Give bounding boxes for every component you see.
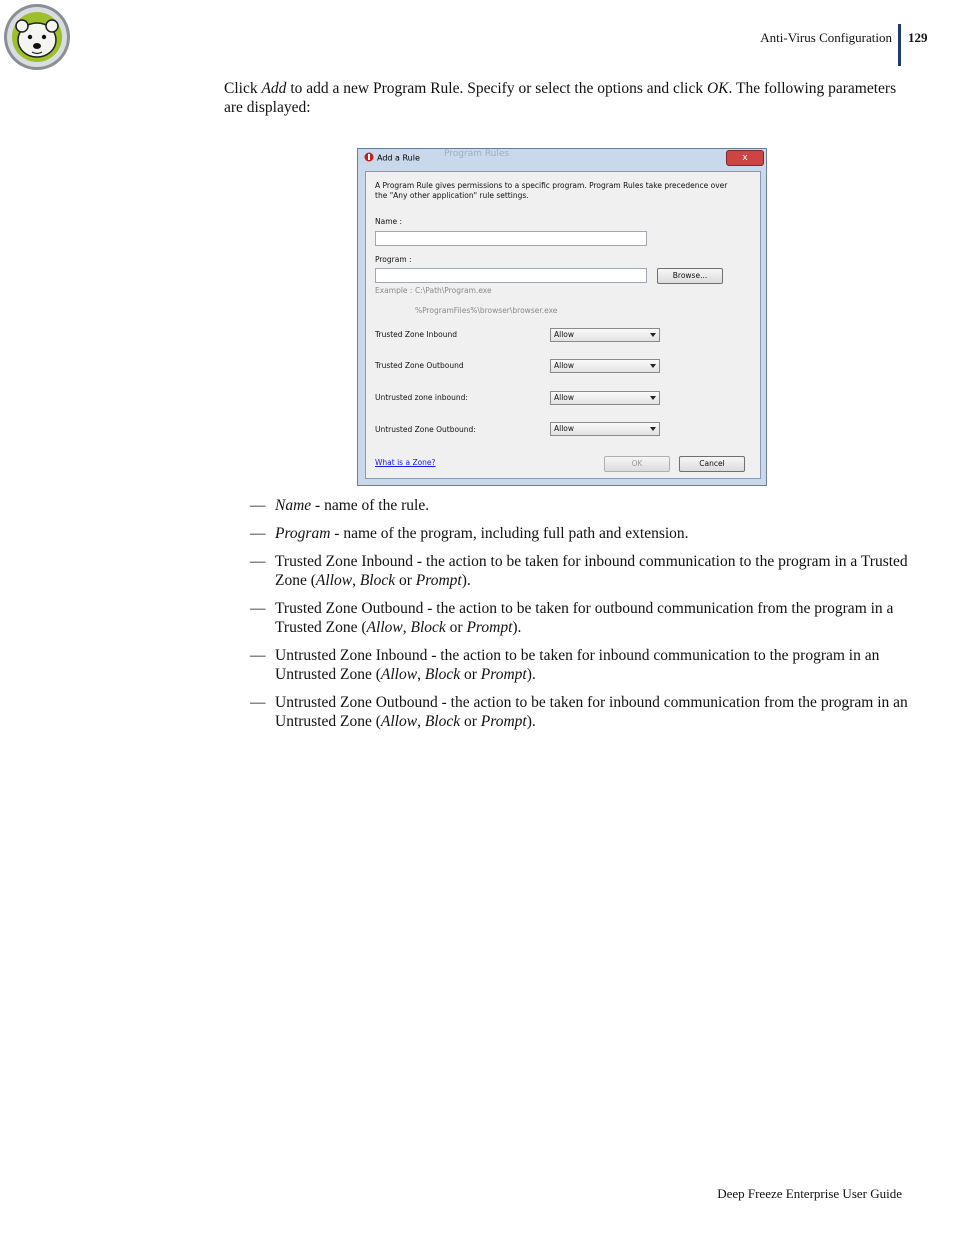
intro-paragraph: Click Add to add a new Program Rule. Specify or select the options and click OK. The following parameters are displayed: — [224, 80, 897, 116]
what-is-zone-link[interactable]: What is a Zone? — [375, 458, 436, 467]
dialog-title: Add a Rule — [377, 153, 420, 163]
polar-bear-logo — [2, 2, 72, 72]
chevron-down-icon — [650, 396, 656, 400]
rule-label-untrusted-outbound: Untrusted Zone Outbound: — [375, 425, 476, 434]
program-field[interactable] — [375, 268, 647, 283]
untrusted-inbound-select[interactable] — [550, 391, 660, 405]
untrusted-outbound-select[interactable] — [550, 422, 660, 436]
list-item: — Untrusted Zone Inbound - the action to be taken for inbound communication to the program in an Untrusted Zone (Allow, Block or Prompt). — [250, 647, 880, 683]
close-button[interactable]: x — [726, 150, 764, 166]
rule-label-untrusted-inbound: Untrusted zone inbound: — [375, 393, 468, 402]
list-item: — Trusted Zone Outbound - the action to be taken for outbound communication from the program in a Trusted Zone (Allow, Block or Prompt). — [250, 600, 894, 636]
list-item: — Trusted Zone Inbound - the action to be taken for inbound communication to the program in a Trusted Zone (Allow, Block or Prompt). — [250, 553, 908, 589]
select-value: Allow — [554, 330, 575, 339]
example-path-2: %ProgramFiles%\browser\browser.exe — [415, 306, 558, 315]
page-number: 129 — [908, 30, 928, 45]
select-value: Allow — [554, 393, 575, 402]
cancel-button[interactable]: Cancel — [679, 456, 745, 472]
dialog-description: A Program Rule gives permissions to a specific program. Program Rules take precedence over the "Any other application" rule settings. — [375, 181, 728, 200]
trusted-inbound-select[interactable] — [550, 328, 660, 342]
browse-button[interactable]: Browse... — [657, 268, 723, 284]
background-window-title: Program Rules — [444, 149, 510, 159]
program-label: Program : — [375, 255, 412, 264]
footer-text: Deep Freeze Enterprise User Guide — [717, 1186, 902, 1201]
list-item: — Program - name of the program, including full path and extension. — [250, 525, 689, 542]
example-path-1: C:\Path\Program.exe — [415, 286, 492, 295]
chevron-down-icon — [650, 364, 656, 368]
name-field[interactable] — [375, 231, 647, 246]
rule-label-trusted-outbound: Trusted Zone Outbound — [375, 361, 464, 370]
list-item: — Name - name of the rule. — [250, 497, 430, 514]
dialog-body — [365, 171, 761, 479]
header-divider — [898, 24, 901, 66]
select-value: Allow — [554, 424, 575, 433]
chevron-down-icon — [650, 333, 656, 337]
dialog-title-bar — [364, 152, 420, 168]
example-label: Example : — [375, 286, 413, 295]
trusted-outbound-select[interactable] — [550, 359, 660, 373]
select-value: Allow — [554, 361, 575, 370]
chevron-down-icon — [650, 427, 656, 431]
add-rule-dialog — [357, 148, 767, 486]
rule-label-trusted-inbound: Trusted Zone Inbound — [375, 330, 457, 339]
name-label: Name : — [375, 217, 403, 226]
section-title: Anti-Virus Configuration — [760, 30, 892, 45]
ok-button[interactable]: OK — [604, 456, 670, 472]
list-item: — Untrusted Zone Outbound - the action to be taken for inbound communication from the program in an Untrusted Zone (Allow, Block or Prompt). — [250, 694, 908, 730]
shield-icon — [364, 152, 374, 164]
parameter-list — [250, 496, 910, 740]
